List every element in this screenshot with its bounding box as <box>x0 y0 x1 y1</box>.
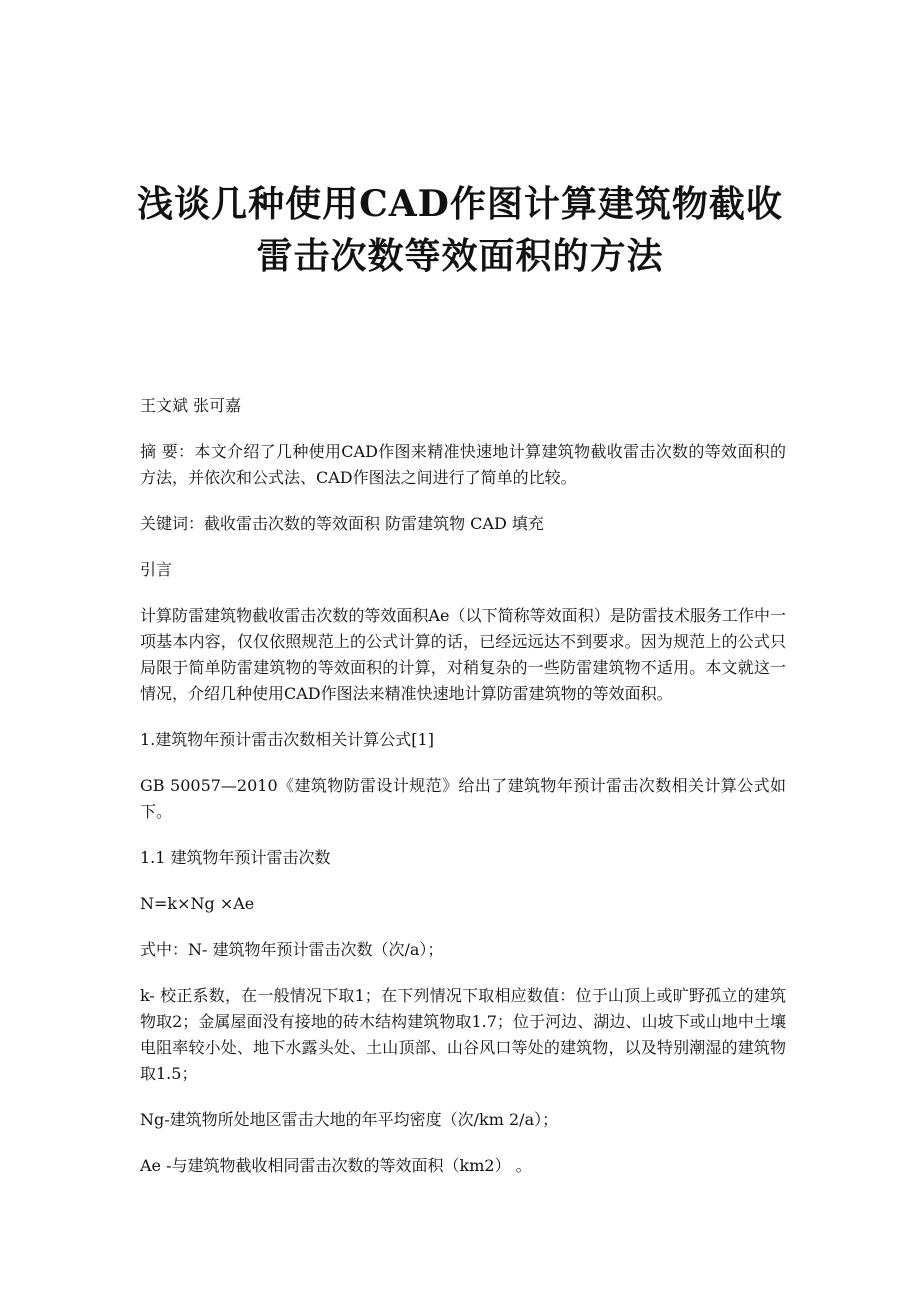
authors: 王文斌 张可嘉 <box>140 396 242 415</box>
introduction-paragraph: 计算防雷建筑物截收雷击次数的等效面积Ae（以下简称等效面积）是防雷技术服务工作中一项基本内容，仅仅依照规范上的公式计算的话，已经远远达不到要求。因为规范上的公式只局限于简单防雷建筑物的等效面积的计算，对稍复杂的一些防雷建筑物不适用。本文就这一情况，介绍几种使用CAD作图法来精准快速地计算防雷建筑物的等效面积。 <box>140 606 786 703</box>
standard-paragraph: GB 50057—2010《建筑物防雷设计规范》给出了建筑物年预计雷击次数相关计算公式如下。 <box>140 776 786 821</box>
subsection-heading-1-1: 1.1 建筑物年预计雷击次数 <box>140 848 331 867</box>
definition-ng: Ng-建筑物所处地区雷击大地的年平均密度（次/km 2/a）； <box>140 1110 559 1129</box>
document-body <box>140 393 786 1199</box>
section-heading-1: 1.建筑物年预计雷击次数相关计算公式[1] <box>140 730 434 749</box>
definition-k: k- 校正系数，在一般情况下取1；在下列情况下取相应数值：位于山顶上或旷野孤立的建筑物取2；金属屋面没有接地的砖木结构建筑物取1.7；位于河边、湖边、山坡下或山地中土壤电阻率较小处、地下水露头处、土山顶部、山谷风口等处的建筑物，以及特别潮湿的建筑物取1.5； <box>140 986 786 1083</box>
section-heading-introduction: 引言 <box>140 560 173 579</box>
keywords: 关键词：截收雷击次数的等效面积 防雷建筑物 CAD 填充 <box>140 514 544 533</box>
title-line-2: 雷击次数等效面积的方法 <box>256 235 664 277</box>
definition-ae: Ae -与建筑物截收相同雷击次数的等效面积（km2） 。 <box>140 1156 532 1175</box>
formula: N=k×Ng ×Ae <box>140 894 255 913</box>
title-line-1: 浅谈几种使用CAD作图计算建筑物截收 <box>137 183 783 225</box>
definition-n: 式中：N- 建筑物年预计雷击次数（次/a）； <box>140 940 444 959</box>
document-title <box>100 178 820 282</box>
abstract: 摘 要：本文介绍了几种使用CAD作图来精准快速地计算建筑物截收雷击次数的等效面积的方法，并依次和公式法、CAD作图法之间进行了简单的比较。 <box>140 442 786 487</box>
